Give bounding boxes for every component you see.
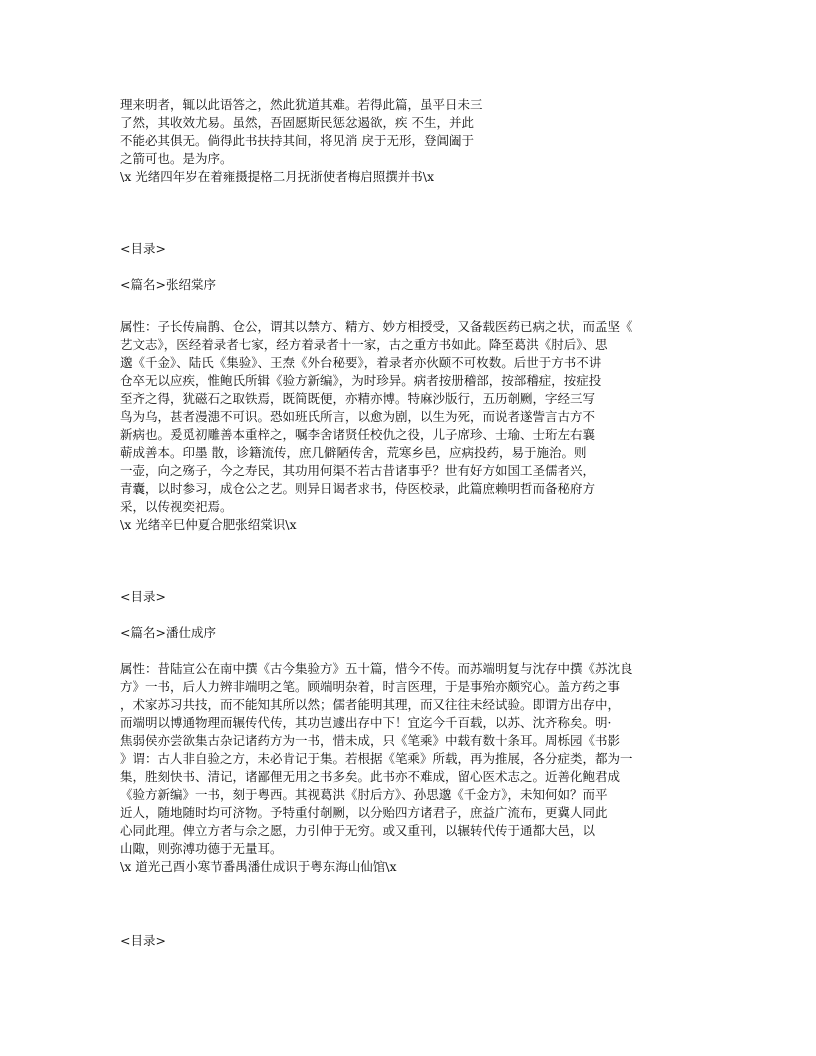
text-line: 不能必其俱无。倘得此书扶持其间，将见消 戾于无形，登阊阖于 — [120, 133, 474, 148]
section-title: <篇名>张绍棠序 — [120, 277, 216, 292]
text-line: 之箭可也。是为序。 — [120, 151, 233, 166]
text-line: 心同此理。俾立方者与佘之愿，力引伸于无穷。或又重刊，以辗转代传于通都大邑，以 — [120, 823, 596, 838]
text-line: 集，胜刻快书、清记，诸鄙俚无用之书多矣。此书亦不难成，留心医术志之。近善化鲍君成 — [120, 769, 621, 784]
text-line: 邈《千金》、陆氏《集验》、王焘《外台秘要》，着录者亦伙颐不可枚数。后世于方书不讲 — [120, 355, 602, 370]
signature-line: \x 道光己酉小寒节番禺潘仕成识于粤东海山仙馆\x — [120, 859, 397, 874]
text-line: 方》一书，后人力辨非端明之笔。顾端明杂着，时言医理，于是事殆亦颇究心。盖方药之事 — [120, 679, 621, 694]
signature-line: \x 光绪辛巳仲夏合肥张绍棠识\x — [120, 517, 297, 532]
text-line: ，术家苏习共技，而不能知其所以然；儒者能明其理，而又往往未经试验。即谓方出存中， — [120, 697, 621, 712]
text-line: 而端明以博通物理而辗传代传，其功岂遽出存中下！宜迄今千百载，以苏、沈齐称矣。明· — [120, 715, 612, 730]
text-line: 蕲成善本。印墨 散，诊籍流传，庶几僻陋传舍，荒寒乡邑，应病投药，易于施治。则 — [120, 445, 587, 460]
signature-line: \x 光绪四年岁在着雍摄提格二月抚浙使者梅启照撰并书\x — [120, 169, 434, 184]
toc-marker: <目录> — [120, 241, 166, 256]
text-line: 一壶，向之殇子，今之寿民，其功用何渠不若古昔诸事乎？世有好方如国工圣儒者兴， — [120, 463, 596, 478]
text-line: 新病也。爰觅初雕善本重梓之，嘱李舍诸贤任校仇之役，儿子席珍、士瑜、士珩左右襄 — [120, 427, 596, 442]
text-line: 焦弱侯亦尝欲集古杂记诸药方为一书，惜未成，只《笔乘》中载有数十条耳。周栎园《书影 — [120, 733, 621, 748]
toc-marker: <目录> — [120, 933, 166, 948]
text-line: 了然，其收效尤易。虽然，吾固愿斯民惩忿遏欲，疾 不生，并此 — [120, 115, 474, 130]
text-line: 》谓：古人非自验之方，未必肯记于集。若根据《笔乘》所载，再为推展，各分症类，都为一 — [120, 751, 633, 766]
text-line: 《验方新编》一书，刻于粤西。其视葛洪《肘后方》、孙思邈《千金方》，未知何如？而平 — [120, 787, 608, 802]
text-line: 采，以传视奕祀焉。 — [120, 499, 233, 514]
text-line: 属性：子长传扁鹊、仓公，谓其以禁方、精方、妙方相授受，又备载医药已病之状，而孟坚《 — [120, 319, 633, 334]
text-line: 山陬，则弥溥功德于无量耳。 — [120, 841, 283, 856]
section-title: <篇名>潘仕成序 — [120, 625, 216, 640]
text-line: 属性：昔陆宣公在南中撰《古今集验方》五十篇，惜今不传。而苏端明复与沈存中撰《苏沈良 — [120, 661, 633, 676]
text-line: 近人，随地随时均可济物。予特重付剞劂，以分贻四方诸君子，庶益广流布，更冀人同此 — [120, 805, 608, 820]
text-line: 至齐之得，犹磁石之取铁焉，既简既便，亦精亦博。特麻沙版行，五历剞劂，字经三写 — [120, 391, 596, 406]
text-line: 理来明者，辄以此语答之，然此犹道其难。若得此篇，虽平日未三 — [120, 97, 483, 112]
toc-marker: <目录> — [120, 589, 166, 604]
text-line: 仓卒无以应疾，惟鲍氏所辑《验方新编》，为时珍异。病者按册稽部，按部稽症，按症投 — [120, 373, 602, 388]
text-line: 艺文志》，医经着录者七家，经方着录者十一家，古之重方书如此。降至葛洪《肘后》、思 — [120, 337, 608, 352]
text-line: 青囊，以时参习，成仓公之艺。则异日谒者求书，侍医校录，此篇庶赖明哲而备秘府方 — [120, 481, 596, 496]
text-line: 鸟为乌，甚者漫漶不可识。恐如班氏所言，以愈为剧，以生为死，而说者遂訾言古方不 — [120, 409, 596, 424]
